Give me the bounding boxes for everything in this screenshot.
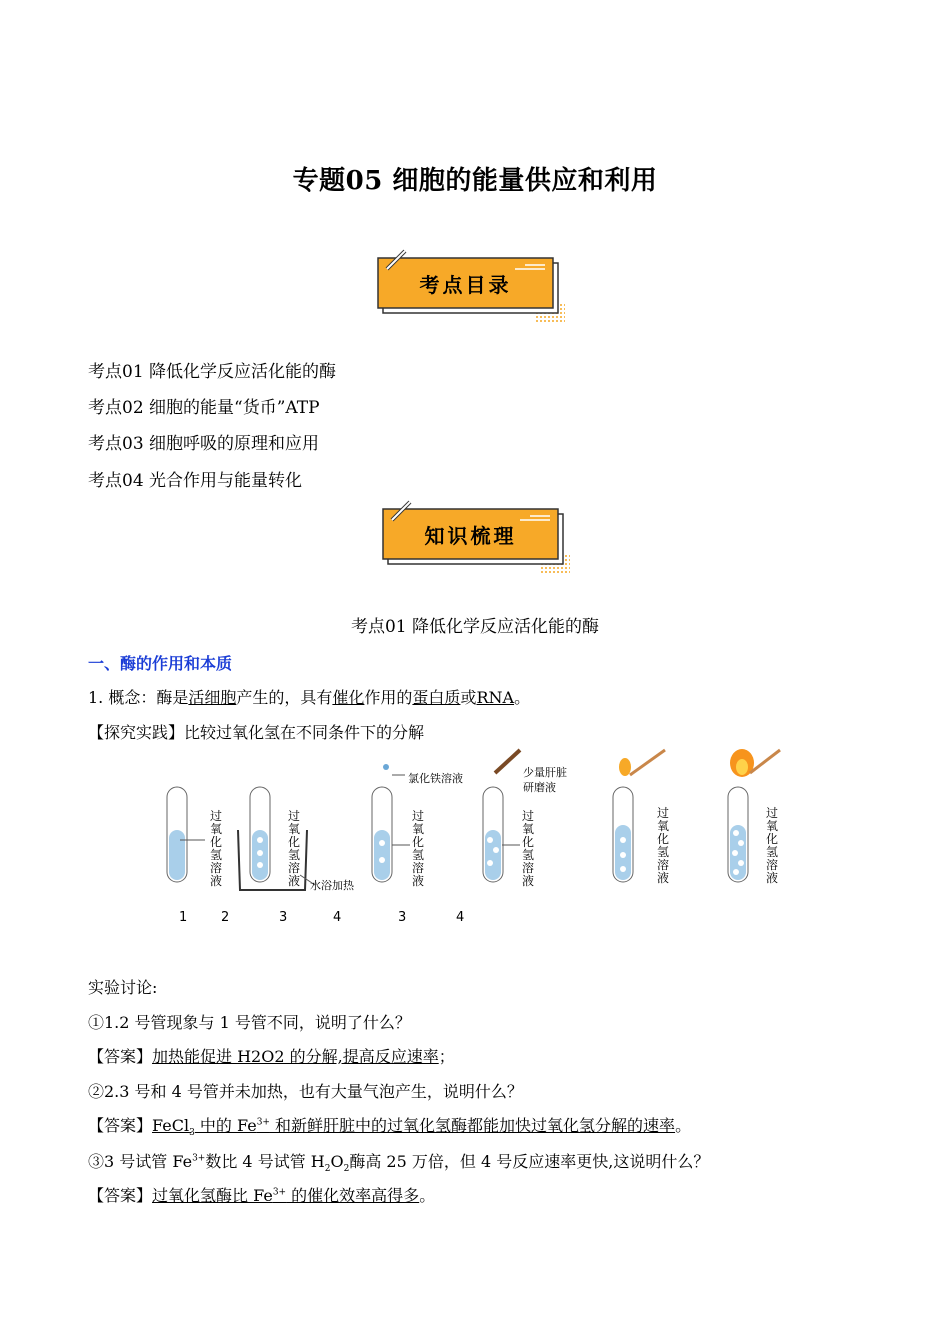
subsection-heading: 一、酶的作用和本质 bbox=[88, 654, 233, 673]
tube-label: 过氧化氢溶液 bbox=[766, 806, 779, 885]
answer-1: 【答案】加热能促进 H2O2 的分解,提高反应速率； bbox=[88, 1047, 455, 1066]
question-1: ①1.2 号管现象与 1 号管不同，说明了什么？ bbox=[88, 1013, 411, 1032]
knowledge-banner-text: 知识梳理 bbox=[424, 524, 517, 548]
section-title: 考点01 降低化学反应活化能的酶 bbox=[350, 617, 600, 637]
discussion-heading: 实验讨论: bbox=[88, 978, 158, 997]
answer-2: 【答案】FeCl$_3$ 中的 $Fe^{3+}$ 和新鲜肝脏中的过氧化氢酶都能加快过氧化氢分解的速率。 bbox=[88, 1116, 692, 1139]
question-3: ③3 号试管 $Fe^{3+}$数比 4 号试管 $H_2O_2$酶高 25 万倍，但 4 号反应速率更快,这说明什么？ bbox=[88, 1152, 710, 1175]
answer-3: 【答案】过氧化氢酶比 $Fe^{3+}$ 的催化效率高得多。 bbox=[88, 1186, 436, 1205]
tube-2 bbox=[238, 787, 315, 890]
water-bath-label: 水浴加热 bbox=[310, 879, 354, 892]
concept-line: 1. 概念：酶是活细胞产生的，具有催化作用的蛋白质或RNA。 bbox=[88, 688, 531, 707]
tube-number: 4 bbox=[456, 910, 465, 925]
tube-label: 过氧化氢溶液 bbox=[522, 809, 535, 888]
toc-item[interactable]: 考点02 细胞的能量“货币”ATP bbox=[88, 398, 320, 418]
test-tubes-illustration bbox=[150, 745, 790, 935]
experiment-figure bbox=[150, 745, 790, 935]
tube-number: 4 bbox=[333, 910, 342, 925]
fecl3-label: 氯化铁溶液 bbox=[408, 772, 463, 785]
toc-item[interactable]: 考点04 光合作用与能量转化 bbox=[88, 471, 303, 491]
tube-number: 1 bbox=[179, 910, 188, 925]
knowledge-banner bbox=[380, 498, 580, 578]
tube-number: 3 bbox=[279, 910, 288, 925]
question-2: ②2.3 号和 4 号管并未加热，也有大量气泡产生，说明什么？ bbox=[88, 1082, 523, 1101]
tube-4 bbox=[483, 750, 520, 882]
tube-label: 过氧化氢溶液 bbox=[657, 806, 670, 885]
toc-item[interactable]: 考点03 细胞呼吸的原理和应用 bbox=[88, 434, 320, 454]
tube-label: 过氧化氢溶液 bbox=[412, 809, 425, 888]
catalog-banner bbox=[375, 247, 575, 327]
toc-item[interactable]: 考点01 降低化学反应活化能的酶 bbox=[88, 362, 337, 382]
practice-line: 【探究实践】比较过氧化氢在不同条件下的分解 bbox=[88, 723, 425, 742]
tube-number: 3 bbox=[398, 910, 407, 925]
catalog-banner-text: 考点目录 bbox=[419, 273, 512, 297]
tube-label: 过氧化氢溶液 bbox=[288, 809, 301, 888]
tube-number: 2 bbox=[221, 910, 230, 925]
page-title: 专题05 细胞的能量供应和利用 bbox=[292, 166, 658, 196]
tube-label: 过氧化氢溶液 bbox=[210, 809, 223, 888]
tube-1 bbox=[167, 787, 205, 882]
tube-3 bbox=[372, 764, 410, 882]
liver-label: 少量肝脏 研磨液 bbox=[523, 766, 567, 794]
